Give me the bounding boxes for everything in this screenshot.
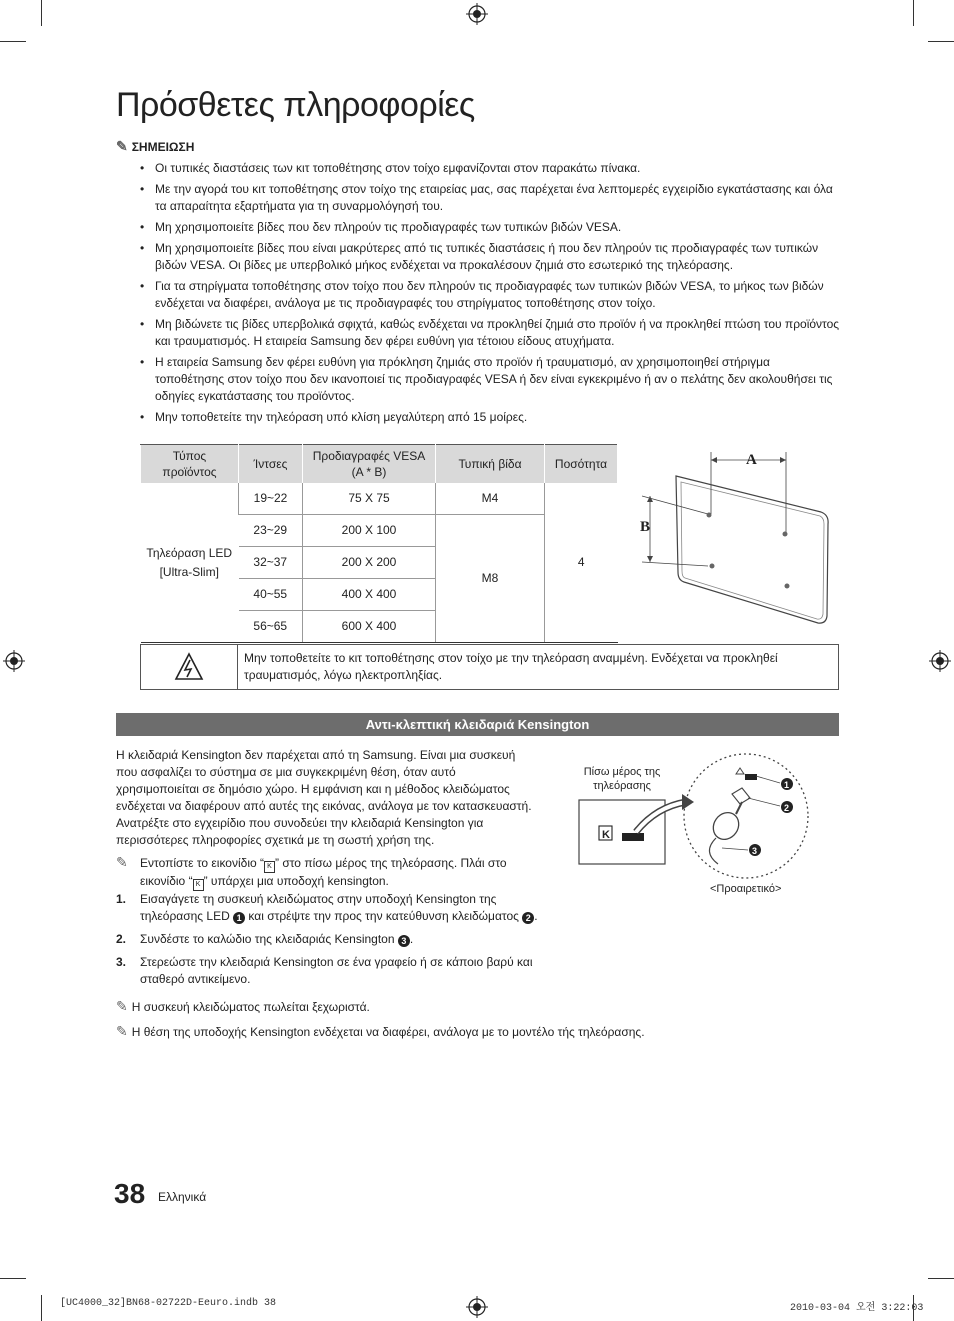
screw-cell: M8: [436, 515, 545, 643]
vesa-cell: 200 X 200: [303, 547, 436, 579]
header-inches: Ίντσες: [239, 445, 303, 484]
locate-text-post: ” υπάρχει μια υποδοχή kensington.: [203, 874, 389, 888]
pencil-icon: ✎: [116, 998, 128, 1014]
footnote-item: [116, 998, 645, 1016]
vesa-cell: 400 X 400: [303, 579, 436, 611]
marker-2-icon: 2: [784, 803, 790, 813]
header-quantity: Ποσότητα: [545, 445, 618, 484]
crop-mark: [928, 1278, 954, 1279]
warning-text: Μην τοποθετείτε το κιτ τοποθέτησης στον τοίχο με την τηλεόραση αναμμένη. Ενδέχεται να προκληθεί τραυματισμός, λόγω ηλεκτροπληξίας.: [244, 651, 778, 682]
bullet-item: • Μη χρησιμοποιείτε βίδες που δεν πληρούν τις προδιαγραφές των τυπικών βιδών VESA.: [140, 219, 840, 236]
marker-3-icon: 3: [398, 935, 410, 947]
step-text: και στρέψτε την προς την κατεύθυνση κλειδώματος: [245, 909, 523, 923]
registration-mark-icon: [466, 1296, 488, 1318]
pencil-icon: ✎: [116, 138, 128, 154]
registration-mark-icon: [3, 650, 25, 672]
bullet-item: • Με την αγορά του κιτ τοποθέτησης στον τοίχο της εταιρείας μας, σας παρέχεται ένα λεπτομερές εγχειρίδιο εγκατάστασης και όλα τα απαραίτητα εξαρτήματα για τη συναρμολόγησή του.: [140, 181, 840, 215]
kensington-icon: K: [193, 879, 204, 891]
inches-cell: 40~55: [239, 579, 303, 611]
locate-note: [116, 855, 536, 891]
footnote-text: Η θέση της υποδοχής Kensington ενδέχεται να διαφέρει, ανάλογα με το μοντέλο τής τηλεόρασης.: [131, 1025, 645, 1039]
product-line: Τηλεόραση LED: [146, 545, 233, 560]
kensington-icon: K: [264, 861, 275, 873]
tv-back-label: Πίσω μέρος της τηλεόρασης: [583, 766, 661, 792]
table-row: [141, 483, 618, 515]
print-slug-left: [UC4000_32]BN68-02722D-Eeuro.indb 38: [60, 1298, 277, 1309]
step-text: Εισαγάγετε τη συσκευή κλειδώματος στην υποδοχή Kensington της τηλεόρασης LED: [140, 892, 497, 923]
kensington-description: Η κλειδαριά Kensington δεν παρέχεται από τη Samsung. Είναι μια συσκευή που ασφαλίζει το σύστημα σε μια συγκεκριμένη θέση, όταν αυτό χρησιμοποιείται σε δημόσιο χώρο. Η εμφάνιση και η μέθοδος κλειδώματος ενδέχεται να διαφέρουν από αυτές της εικόνας, ανάλογα με τον κατασκευαστή. Ανατρέξτε στο εγχειρίδιο που συνοδεύει την κλειδαριά Kensington για περισσότερες πληροφορίες σχετικά με τη σωστή χρήση της.: [116, 748, 532, 847]
electric-hazard-icon: [174, 652, 204, 682]
step-number: 3.: [116, 955, 127, 969]
inches-cell: 19~22: [239, 483, 303, 515]
print-slug-right: 2010-03-04 오전 3:22:03: [790, 1303, 924, 1314]
crop-mark: [928, 41, 954, 42]
inches-cell: 56~65: [239, 611, 303, 643]
step-item: [116, 891, 546, 925]
tv-back-mounting-diagram: [636, 444, 836, 630]
k-symbol: K: [602, 829, 610, 841]
step-text: Συνδέστε το καλώδιο της κλειδαριάς Kensington: [140, 932, 398, 946]
crop-mark: [0, 41, 26, 42]
bullet-item: • Μη χρησιμοποιείτε βίδες που είναι μακρύτερες από τις τυπικές διαστάσεις ή που δεν πληρούν τις προδιαγραφές των τυπικών βιδών VESA. Οι βίδες με υπερβολικό μήκος ενδέχεται να προκαλέσουν ζημιά στο εσωτερικό της τηλεόρασης.: [140, 240, 840, 274]
header-product-type: Τύπος προϊόντος: [141, 445, 239, 484]
vesa-cell: 600 X 400: [303, 611, 436, 643]
section-heading: Αντι-κλεπτική κλειδαριά Kensington: [116, 713, 839, 736]
vesa-cell: 200 X 100: [303, 515, 436, 547]
electric-warning-box: [140, 644, 839, 690]
page-language: Ελληνικά: [158, 1190, 207, 1204]
quantity-cell: 4: [545, 483, 618, 643]
crop-mark: [913, 0, 914, 26]
pencil-icon: ✎: [116, 854, 128, 870]
step-item: [116, 954, 546, 988]
step-item: [116, 931, 546, 948]
header-screw: Τυπική βίδα: [436, 445, 545, 484]
marker-1-icon: 1: [784, 780, 790, 790]
step-text: .: [409, 932, 414, 946]
note-heading: [116, 138, 194, 155]
footnote-text: Η συσκευή κλειδώματος πωλείται ξεχωριστά.: [131, 1000, 370, 1014]
vesa-cell: 75 X 75: [303, 483, 436, 515]
marker-1-icon: 1: [233, 912, 245, 924]
page-title: Πρόσθετες πληροφορίες: [116, 86, 475, 124]
inches-cell: 23~29: [239, 515, 303, 547]
step-number: 1.: [116, 892, 127, 906]
pencil-icon: ✎: [116, 1023, 128, 1039]
locate-text-pre: Εντοπίστε το εικονίδιο “: [140, 856, 264, 870]
diagram-label-b: B: [640, 519, 651, 535]
vesa-spec-table: [140, 444, 618, 643]
product-cell: [141, 483, 239, 643]
registration-mark-icon: [929, 650, 951, 672]
kensington-lock-illustration: [576, 752, 816, 882]
table-header-row: [141, 445, 618, 484]
note-label: ΣΗΜΕΙΩΣΗ: [131, 140, 195, 154]
step-number: 2.: [116, 932, 127, 946]
locate-text-mid: ” στο πίσω μέρος της τηλεόρασης. Πλάι στο εικονίδιο “: [140, 856, 507, 888]
screw-cell: M4: [436, 483, 545, 515]
crop-mark: [41, 0, 42, 26]
crop-mark: [41, 1295, 42, 1321]
bullet-item: • Οι τυπικές διαστάσεις των κιτ τοποθέτησης στον τοίχο εμφανίζονται στον παρακάτω πίνακα.: [140, 160, 840, 177]
footnote-item: [116, 1023, 645, 1041]
registration-mark-icon: [466, 3, 488, 25]
marker-3-icon: 3: [752, 846, 758, 856]
optional-label: <Προαιρετικό>: [710, 883, 782, 895]
bullet-item: • Η εταιρεία Samsung δεν φέρει ευθύνη για πρόκληση ζημιάς στο προϊόν ή τραυματισμό, αν χρησιμοποιηθεί στήριγμα τοποθέτησης στον τοίχο που δεν ικανοποιεί τις προδιαγραφές VESA ή δεν είναι εγκεκριμένο ή αν ο πελάτης δεν ακολουθήσει τις οδηγίες εγκατάστασης του προϊόντος.: [140, 354, 840, 405]
kensington-paragraph: [116, 747, 536, 891]
diagram-label-a: A: [746, 452, 757, 468]
marker-2-icon: 2: [522, 912, 534, 924]
product-line: [Ultra-Slim]: [159, 564, 219, 579]
bullet-item: • Μη βιδώνετε τις βίδες υπερβολικά σφιχτά, καθώς ενδέχεται να προκληθεί ζημιά στο προϊόν ή να προκληθεί πτώση του προϊόντος και τραυματισμός. Η εταιρεία Samsung δεν φέρει ευθύνη για τέτοιου είδους ατυχήματα.: [140, 316, 840, 350]
inches-cell: 32~37: [239, 547, 303, 579]
bullet-item: • Για τα στηρίγματα τοποθέτησης στον τοίχο που δεν πληρούν τις προδιαγραφές των τυπικών βιδών VESA, το μήκος των βιδών ενδέχεται να διαφέρει, ανάλογα με τις προδιαγραφές του στηρίγματος τοποθέτησης στον τοίχο.: [140, 278, 840, 312]
header-vesa: Προδιαγραφές VESA (A * B): [303, 445, 436, 484]
page-number: 38: [114, 1178, 146, 1209]
crop-mark: [0, 1278, 26, 1279]
kensington-steps: [116, 891, 546, 994]
warning-icon-cell: [141, 645, 238, 689]
step-text: .: [534, 909, 538, 923]
step-text: Στερεώστε την κλειδαριά Kensington σε ένα γραφείο ή σε κάποιο βαρύ και σταθερό αντικείμενο.: [140, 955, 533, 986]
footnotes: [116, 998, 645, 1041]
note-bullet-list: [140, 160, 840, 430]
bullet-item: • Μην τοποθετείτε την τηλεόραση υπό κλίση μεγαλύτερη από 15 μοίρες.: [140, 409, 840, 426]
